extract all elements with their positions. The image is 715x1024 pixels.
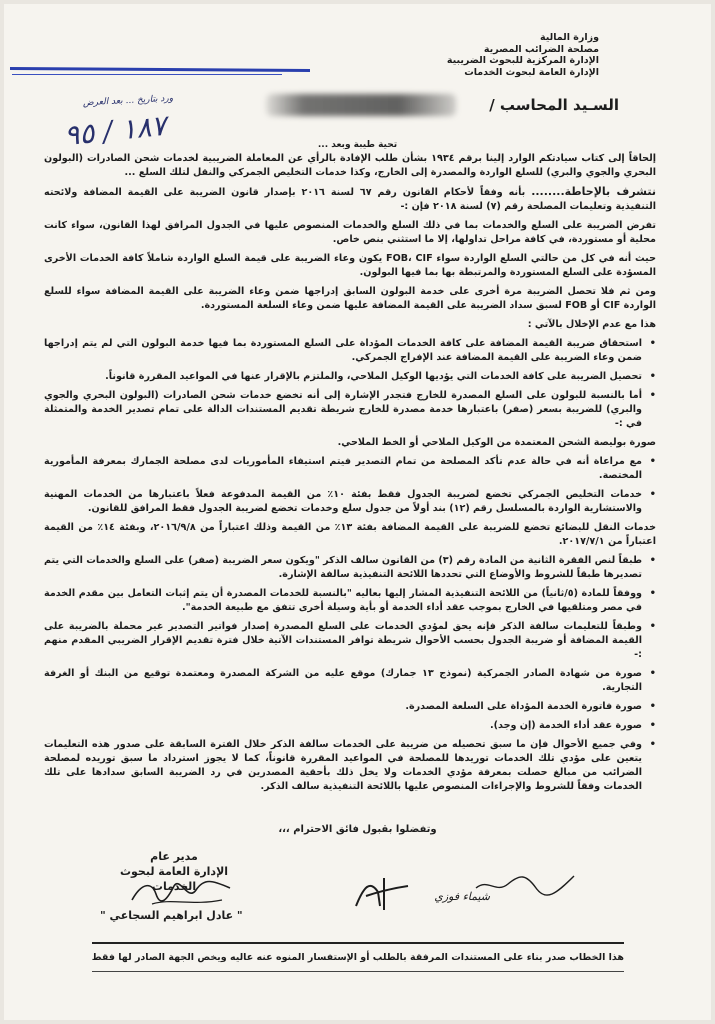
blue-ink-line: [10, 67, 310, 72]
paragraph-text: طبقاً لنص الفقرة الثانية من المادة رقم (٣) من القانون سالف الذكر "ويكون سعر الضريبة (صفر) على السلع والخدمات التي يتم تصديرها طبقاً للشروط والأوضاع التي تحددها اللائحة التنفيذية سالفة الإشارة.: [44, 555, 643, 580]
org-line: الإدارة العامة لبحوث الخدمات: [464, 66, 599, 78]
paragraph-text: صورة فاتورة الخدمة المؤداة على السلعة المصدرة.: [405, 701, 642, 712]
body-paragraph: [44, 152, 656, 180]
paragraph-text: صورة بوليصة الشحن المعتمدة من الوكيل الملاحي أو الخط الملاحي.: [337, 437, 656, 448]
body-paragraph: [44, 719, 656, 733]
paragraph-text: وطبقاً للتعليمات سالفة الذكر فإنه يحق لمؤدي الخدمات على السلع المصدرة إصدار فواتير التصدير غير محملة بالضريبة على القيمة المضافة أو ضريبة الجدول بحسب الأحوال شريطة توافر المستندات الآتية خلال فترة تقديم الإقرار الضريبي المقدم منهم :-: [44, 621, 642, 660]
body-paragraph: [44, 455, 656, 483]
body-paragraph: [44, 667, 656, 695]
salutation: السـيد المحاسب /: [489, 96, 619, 114]
paragraph-text: خدمات النقل للبضائع تخضع للضريبة على القيمة المضافة بفئة ١٣٪ من القيمة وذلك اعتباراً من ٢٠١٦/٩/٨، وبفئة ١٤٪ من القيمة اعتباراً من ٢٠١٧/٧/١.: [44, 522, 657, 547]
paragraph-text: وفي جميع الأحوال فإن ما سبق تحصيله من ضريبة على الخدمات سالفة الذكر خلال الفترة السابقة على صدور هذه التعليمات يتعين على مؤدي تلك الخدمات توريدها للمصلحة في المواعيد المقررة قانوناً، كما لا يجوز استرداد ما سبق توريده لمصلحة الضرائب من مبالغ حصلت بمعرفة مؤدي الخدمات ولا يخل ذلك بأحقية المصدرين في رد الضريبة السابق سدادها على تلك الخدمات وفقاً للشروط والإجراءات المنصوص عليها باللائحة التنفيذية سالف الذكر.: [44, 739, 642, 792]
body-paragraph: [44, 700, 656, 714]
paragraph-text: صورة من شهادة الصادر الجمركية (نموذج ١٣ جمارك) موقع عليه من الشركة المصدرة ومعتمدة توقيع من البنك أو الغرفة التجارية.: [44, 668, 642, 693]
director-signature-icon: [122, 872, 242, 912]
paragraph-text: ووفقاً للمادة (٥/ثانياً) من اللائحة التنفيذية المشار إليها بعاليه "بالنسبة للخدمات المصدرة أن يتم إثبات التعامل بين مقدم الخدمة في مصر ومتلقيها في الخارج بموجب عقد أداء الخدمة أو بأية وسيلة أخرى تتفق مع طبيعة الخدمة".: [44, 588, 642, 613]
org-line: الإدارة المركزية للبحوث الضريبية: [446, 55, 599, 66]
signatory-department: الإدارة العامة لبحوث الخدمات: [119, 865, 229, 893]
paragraph-text: استحقاق ضريبة القيمة المضافة على كافة الخدمات المؤداة على السلع المستوردة بما فيها خدمة البولون التي لم يتم إدراجها ضمن وعاء الضريبة على القيمة المضافة عند الإفراج الجمركي.: [44, 338, 642, 363]
body-paragraph: [44, 587, 656, 615]
body-paragraph: [44, 738, 656, 794]
paragraph-text: مع مراعاة أنه في حالة عدم تأكد المصلحة من تمام التصدير فيتم استيفاء المأموريات لدى مصلحة الجمارك بمعرفة المأمورية المختصة.: [44, 456, 642, 481]
paragraph-text: صورة عقد أداء الخدمة (إن وجد).: [490, 720, 642, 731]
redacted-name: [266, 94, 456, 116]
blue-ink-line: [12, 74, 282, 75]
paragraph-text: هذا مع عدم الإخلال بالآتي :: [527, 319, 656, 330]
body-paragraph: [44, 318, 656, 332]
paragraph-text: أما بالنسبة للبولون على السلع المصدرة للخارج فتجدر الإشارة إلى أنه تخضع خدمات شحن الصادرات (البولون البحري والجوي والبري) للضريبة بسعر (صفر) باعتبارها خدمة مصدرة للخارج شريطة تقديم المستندات الدالة على تمام تصدير الخدمة والمتمثلة في :-: [44, 390, 642, 429]
greeting: تحية طيبة وبعد ...: [317, 140, 398, 150]
footer-divider: [92, 942, 624, 944]
body-paragraph: [44, 337, 656, 365]
body-paragraph: [44, 252, 656, 280]
letter-page: [4, 4, 711, 1020]
paragraph-text: ومن ثم فلا تحصل الضريبة مرة أخرى على خدمة البولون السابق إدراجها ضمن وعاء الضريبة على القيمة المضافة سواء للسلع الواردة CIF أو FOB لسبق سداد الضريبة على القيمة المضافة عليها ضمن وعاء السلعة المستوردة.: [44, 286, 656, 311]
body-paragraph: [44, 488, 656, 516]
body-paragraph: [44, 219, 656, 247]
body-paragraph: [44, 620, 656, 662]
body-paragraph: [44, 436, 656, 450]
paragraph-text: إلحاقاً إلى كتاب سيادتكم الوارد إلينا برقم ١٩٣٤ بشأن طلب الإفادة بالرأي عن المعاملة الضريبية لخدمات شحن الصادرات (البولون البحري والجوي والبري) للسلع الواردة والمصدرة إلى الخارج، وكذا خدمات التخليص الجمركي والنقل لتلك السلع ...: [44, 153, 656, 178]
handwritten-reference-number: ١٨٧ / ٩٥: [62, 108, 168, 153]
paragraph-text: تفرض الضريبة على السلع والخدمات بما في ذلك السلع والخدمات المنصوص عليها في الجدول المرافق لهذا القانون، سواء كانت محلية أو مستوردة، في كافة مراحل تداولها، إلا ما استثني بنص خاص.: [44, 220, 656, 245]
body-paragraph: [44, 521, 656, 549]
signatory-name: " عادل ابراهيم السجاعي ": [100, 909, 243, 922]
paragraph-text: حيث أنه في كل من حالتي السلع الواردة سواء FOB، CIF يكون وعاء الضريبة على قيمة السلع الواردة شاملاً كافة الخدمات الأخرى المسؤدة على السلع المستوردة والمرتبطة بها بما فيها البولون.: [44, 253, 656, 278]
body-paragraph: [44, 370, 656, 384]
handwritten-note: ورد بتاريخ ... بعد العرض: [82, 93, 174, 109]
signatory-title: مدير عام: [150, 850, 198, 863]
body-paragraph: [44, 185, 656, 214]
paragraph-text: تحصيل الضريبة على كافة الخدمات التي يؤديها الوكيل الملاحي، والملتزم بالإقرار عنها في المواعيد المقررة قانوناً.: [105, 371, 642, 382]
body-paragraph: [44, 285, 656, 313]
paragraph-text: بأنه وفقاً لأحكام القانون رقم ٦٧ لسنة ٢٠١٦ بإصدار قانون الضريبة على القيمة المضافة ولائحته التنفيذية وتعليمات المصلحة رقم (٧) لسنة ٢٠١٨ فإن :-: [44, 187, 656, 212]
footer-divider: [92, 971, 624, 972]
reviewer-signature-icon: [344, 866, 414, 916]
org-line: وزارة المالية: [540, 32, 599, 43]
handwritten-signature-right: [434, 864, 580, 904]
ministry-header: [379, 32, 599, 78]
body-paragraph: [44, 554, 656, 582]
handwritten-signature-text: شيماء فوزي: [434, 890, 490, 903]
paragraph-lead: نتشرف بالإحاطة........: [531, 185, 656, 198]
letter-body: [44, 152, 656, 799]
body-paragraph: [44, 389, 656, 431]
footer-note: هذا الخطاب صدر بناء على المستندات المرفقة بالطلب أو الإستفسار المنوه عنه عاليه ويخص الجهة الصادر لها فقط: [91, 952, 624, 963]
org-line: مصلحة الضرائب المصرية: [483, 43, 599, 55]
paragraph-text: خدمات التخليص الجمركي تخضع لضريبة الجدول فقط بفئة ١٠٪ من القيمة المدفوعة فعلاً باعتبارها من الخدمات المهنية والاستشارية الواردة بالمسلسل رقم (١٢) بند أولاً من جدول سلع وخدمات تخضع لضريبة الجدول فقط المرافق للقانون.: [44, 489, 642, 514]
closing-line: وتفضلوا بقبول فائق الاحترام ،،،: [278, 824, 437, 835]
